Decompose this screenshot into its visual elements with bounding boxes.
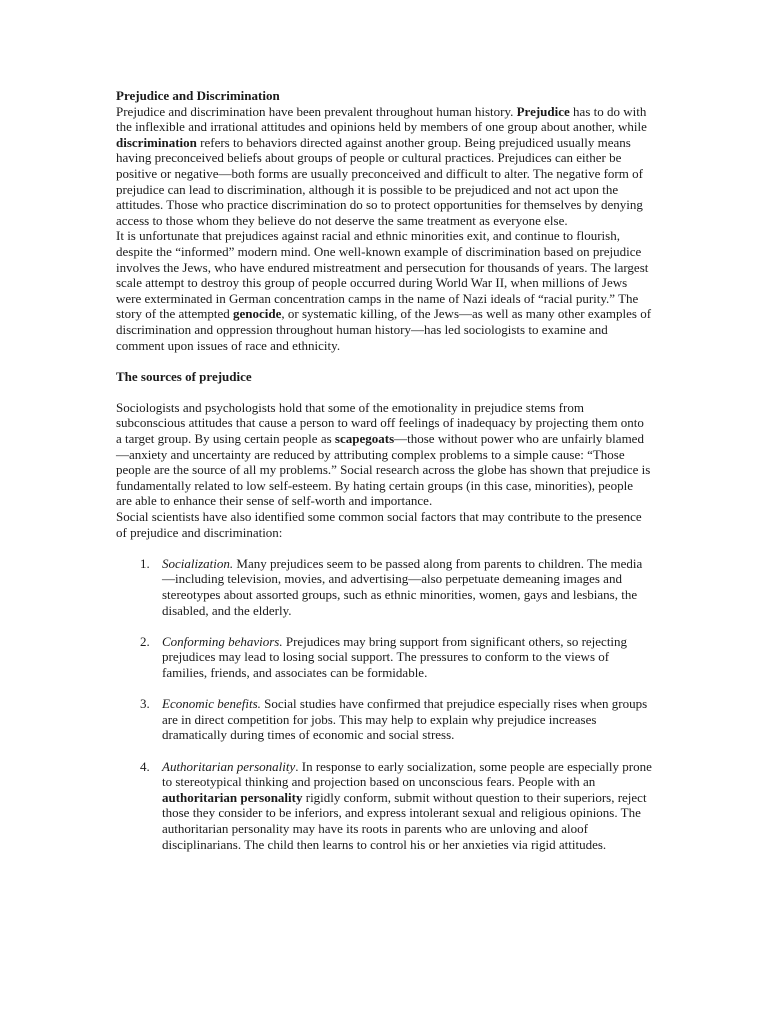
text-run: refers to behaviors directed against another group. Being prejudiced usually means having preconceived beliefs about groups of people or cultural practices. Prejudices can either be positive or negative—both forms are usually preconceived and difficult to alter. The negative form of prejudice can lead to discrimination, although it is possible to be prejudiced and not act upon the attitudes. Those who practice discrimination do so to protect opportunities for themselves by denying access to those whom they believe do not deserve the same treatment as everyone else. (116, 134, 643, 228)
text-run: has to do with the inflexible and irrational attitudes and opinions held by members of one group about another, while (116, 103, 647, 135)
list-item (116, 759, 652, 853)
text-run: rigidly conform, submit without question to their superiors, reject those they consider to be inferiors, and express intolerant sexual and religious opinions. The authoritarian personality may have its roots in parents who are unloving and aloof disciplinarians. The child then learns to control his or her anxieties via rigid attitudes. (162, 789, 647, 852)
factor-term: Economic benefits. (162, 696, 261, 712)
term-authoritarian-personality: authoritarian personality (162, 789, 303, 805)
paragraph-intro (116, 104, 652, 229)
list-number: 3. (140, 696, 150, 712)
list-number: 2. (140, 633, 150, 649)
text-run: —those without power who are unfairly blamed—anxiety and uncertainty are reduced by attributing complex problems to a simple cause: “Those people are the source of all my problems.” Social research across the globe has shown that prejudice is fundamentally related to low self-esteem. By hating certain groups (in this case, minorities), people are able to enhance their sense of self-worth and importance. (116, 431, 651, 509)
list-number: 1. (140, 555, 150, 571)
text-run: . In response to early socialization, some people are especially prone to stereotypical thinking and projection based on unconscious fears. People with an (162, 758, 652, 790)
factor-term: Conforming behaviors. (162, 633, 283, 649)
paragraph-jews (116, 228, 652, 353)
text-run: Social studies have confirmed that prejudice especially rises when groups are in direct competition for jobs. This may help to explain why prejudice increases dramatically during times of economic and social stress. (162, 696, 648, 743)
spacer (116, 540, 652, 556)
list-item (116, 556, 652, 618)
list-number: 4. (140, 758, 150, 774)
spacer (116, 353, 652, 369)
factor-term: Authoritarian personality (162, 758, 296, 774)
list-item (116, 696, 652, 743)
list-item (116, 634, 652, 681)
paragraph-scapegoats (116, 400, 652, 509)
text-run: Prejudices may bring support from significant others, so rejecting prejudices may lead to losing social support. The pressures to conform to the views of families, friends, and associates can be formidable. (162, 633, 628, 680)
text-run: Prejudice and discrimination have been prevalent throughout human history. (116, 103, 517, 119)
factor-term: Socialization. (162, 555, 234, 571)
term-discrimination: discrimination (116, 134, 197, 150)
term-scapegoats: scapegoats (334, 431, 395, 447)
document-body (116, 88, 652, 868)
paragraph-social-factors: Social scientists have also identified some common social factors that may contribute to the presence of prejudice and discrimination: (116, 509, 642, 540)
text-run: Many prejudices seem to be passed along from parents to children. The media—including television, movies, and advertising—also perpetuate demeaning images and stereotypes about assorted groups, such as ethnic minorities, women, gays and lesbians, the disabled, and the elderly. (162, 555, 643, 618)
term-genocide: genocide (232, 306, 282, 322)
text-run: It is unfortunate that prejudices against racial and ethnic minorities exit, and continue to flourish, despite the “informed” modern mind. One well-known example of discrimination based on prejudice involves the Jews, who have endured mistreatment and persecution for thousands of years. The largest scale attempt to destroy this group of people occurred during World War II, when millions of Jews were exterminated in German concentration camps in the name of Nazi ideals of “racial purity.” The story of the attempted (116, 228, 649, 322)
factors-list (116, 556, 652, 852)
section-heading: The sources of prejudice (116, 368, 252, 384)
term-prejudice: Prejudice (516, 103, 570, 119)
spacer (116, 384, 652, 400)
text-run: Sociologists and psychologists hold that some of the emotionality in prejudice stems from subconscious attitudes that cause a person to ward off feelings of inadequacy by projecting them onto a target group. By using certain people as (116, 399, 644, 447)
text-run: , or systematic killing, of the Jews—as well as many other examples of discrimination and oppression throughout human history—has led sociologists to examine and comment upon issues of race and ethnicity. (116, 306, 652, 353)
document-title: Prejudice and Discrimination (116, 88, 280, 103)
